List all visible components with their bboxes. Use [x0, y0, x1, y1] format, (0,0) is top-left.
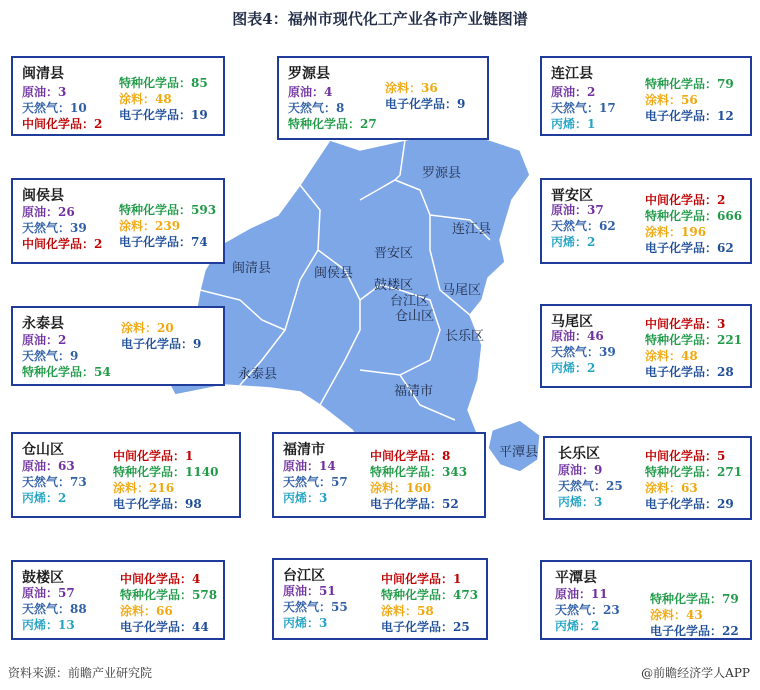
coating-stat: 涂料：66: [120, 604, 173, 618]
district-card-gulou: [11, 560, 225, 640]
mid-chem-stat: 中间化学品：1: [381, 572, 462, 586]
map-label-lianjiang: 连江县: [452, 222, 492, 237]
spec-chem-stat: 特种化学品：27: [288, 117, 377, 131]
district-name: 平潭县: [555, 570, 597, 586]
elec-chem-stat: 电子化学品：28: [645, 365, 734, 379]
map-label-pingtan: 平潭县: [499, 445, 539, 460]
coating-stat: 涂料：196: [645, 225, 707, 239]
mid-chem-stat: 中间化学品：8: [370, 449, 451, 463]
district-name: 晋安区: [551, 188, 593, 204]
map-label-fuqing: 福清市: [394, 384, 434, 399]
elec-chem-stat: 电子化学品：74: [119, 235, 208, 249]
gas-stat: 天然气：73: [22, 475, 87, 489]
gas-stat: 天然气：62: [551, 219, 616, 233]
district-name: 闽清县: [22, 66, 64, 82]
coating-stat: 涂料：43: [650, 608, 703, 622]
map-label-yongtai: 永泰县: [238, 367, 278, 382]
gas-stat: 天然气：8: [288, 101, 345, 115]
crude-stat: 原油：14: [283, 459, 336, 473]
gas-stat: 天然气：23: [555, 603, 620, 617]
gas-stat: 天然气：10: [22, 101, 87, 115]
page-title: 图表4：福州市现代化工产业各市产业链图谱: [232, 10, 528, 28]
gas-stat: 天然气：55: [283, 600, 348, 614]
spec-chem-stat: 特种化学品：271: [645, 465, 743, 479]
coating-stat: 涂料：63: [645, 481, 698, 495]
elec-chem-stat: 电子化学品：19: [119, 108, 208, 122]
district-name: 马尾区: [551, 314, 593, 330]
map-label-minqing: 闽清县: [232, 261, 272, 276]
propylene-stat: 丙烯：2: [555, 619, 600, 633]
gas-stat: 天然气：88: [22, 602, 87, 616]
district-card-mawei: [540, 304, 752, 388]
district-card-jinan: [540, 178, 752, 264]
propylene-stat: 丙烯：3: [283, 616, 328, 630]
spec-chem-stat: 特种化学品：593: [119, 203, 217, 217]
district-name: 闽侯县: [22, 188, 64, 204]
coating-stat: 涂料：160: [370, 481, 432, 495]
propylene-stat: 丙烯：13: [22, 618, 75, 632]
crude-stat: 原油：37: [551, 203, 604, 217]
propylene-stat: 丙烯：3: [283, 491, 328, 505]
district-name: 台江区: [283, 568, 325, 584]
coating-stat: 涂料：20: [121, 321, 174, 335]
crude-stat: 原油：26: [22, 205, 75, 219]
elec-chem-stat: 电子化学品：12: [645, 109, 734, 123]
district-card-lianjiang: [540, 56, 752, 136]
district-card-minqing: [11, 56, 225, 136]
district-name: 鼓楼区: [22, 570, 64, 586]
mid-chem-stat: 中间化学品：1: [113, 449, 194, 463]
map-label-cangshan: 仓山区: [395, 309, 435, 324]
elec-chem-stat: 电子化学品：52: [370, 497, 459, 511]
crude-stat: 原油：2: [551, 85, 596, 99]
district-name: 长乐区: [558, 446, 600, 462]
district-card-cangshan: [11, 432, 241, 518]
district-name: 永泰县: [22, 316, 64, 332]
crude-stat: 原油：63: [22, 459, 75, 473]
spec-chem-stat: 特种化学品：1140: [113, 465, 219, 479]
spec-chem-stat: 特种化学品：666: [645, 209, 743, 223]
coating-stat: 涂料：36: [385, 81, 438, 95]
district-card-fuqing: [272, 432, 486, 518]
district-card-taijiang: [272, 558, 488, 640]
propylene-stat: 丙烯：1: [551, 117, 596, 131]
district-name: 福清市: [283, 442, 325, 458]
spec-chem-stat: 特种化学品：79: [645, 77, 734, 91]
district-card-pingtan: [540, 560, 752, 640]
district-name: 仓山区: [22, 442, 64, 458]
gas-stat: 天然气：39: [22, 221, 87, 235]
map-label-gulou: 鼓楼区: [374, 278, 414, 293]
elec-chem-stat: 电子化学品：9: [121, 337, 202, 351]
map-label-changle: 长乐区: [445, 329, 485, 344]
district-card-changle: [543, 436, 752, 520]
district-card-luoyuan: [277, 56, 489, 140]
mid-chem-stat: 中间化学品：2: [22, 237, 103, 251]
district-card-minhou: [11, 178, 225, 264]
spec-chem-stat: 特种化学品：221: [645, 333, 743, 347]
mid-chem-stat: 中间化学品：5: [645, 449, 726, 463]
elec-chem-stat: 电子化学品：29: [645, 497, 734, 511]
map-label-luoyuan: 罗源县: [422, 166, 462, 181]
crude-stat: 原油：57: [22, 586, 75, 600]
elec-chem-stat: 电子化学品：22: [650, 624, 739, 638]
spec-chem-stat: 特种化学品：343: [370, 465, 468, 479]
district-card-yongtai: [11, 306, 225, 386]
source-note: 资料来源：前瞻产业研究院: [8, 666, 153, 680]
elec-chem-stat: 电子化学品：44: [120, 620, 209, 634]
map-label-taijiang: 台江区: [390, 294, 430, 309]
crude-stat: 原油：4: [288, 85, 333, 99]
brand-note: @前瞻经济学人APP: [641, 666, 750, 680]
mid-chem-stat: 中间化学品：3: [645, 317, 726, 331]
propylene-stat: 丙烯：2: [22, 491, 67, 505]
spec-chem-stat: 特种化学品：578: [120, 588, 218, 602]
elec-chem-stat: 电子化学品：62: [645, 241, 734, 255]
coating-stat: 涂料：48: [645, 349, 698, 363]
gas-stat: 天然气：9: [22, 349, 79, 363]
crude-stat: 原油：3: [22, 85, 67, 99]
crude-stat: 原油：46: [551, 329, 604, 343]
coating-stat: 涂料：216: [113, 481, 175, 495]
gas-stat: 天然气：57: [283, 475, 348, 489]
gas-stat: 天然气：25: [558, 479, 623, 493]
coating-stat: 涂料：239: [119, 219, 181, 233]
mid-chem-stat: 中间化学品：2: [22, 117, 103, 131]
spec-chem-stat: 特种化学品：85: [119, 76, 208, 90]
map-label-minhou: 闽侯县: [314, 266, 354, 281]
crude-stat: 原油：2: [22, 333, 67, 347]
elec-chem-stat: 电子化学品：25: [381, 620, 470, 634]
elec-chem-stat: 电子化学品：9: [385, 97, 466, 111]
spec-chem-stat: 特种化学品：473: [381, 588, 479, 602]
coating-stat: 涂料：56: [645, 93, 698, 107]
spec-chem-stat: 特种化学品：79: [650, 592, 739, 606]
mid-chem-stat: 中间化学品：4: [120, 572, 201, 586]
elec-chem-stat: 电子化学品：98: [113, 497, 202, 511]
spec-chem-stat: 特种化学品：54: [22, 365, 111, 379]
crude-stat: 原油：11: [555, 587, 608, 601]
gas-stat: 天然气：17: [551, 101, 616, 115]
map-label-jinan: 晋安区: [374, 246, 414, 261]
coating-stat: 涂料：48: [119, 92, 172, 106]
crude-stat: 原油：51: [283, 584, 336, 598]
propylene-stat: 丙烯：2: [551, 361, 596, 375]
crude-stat: 原油：9: [558, 463, 603, 477]
propylene-stat: 丙烯：2: [551, 235, 596, 249]
coating-stat: 涂料：58: [381, 604, 434, 618]
district-name: 连江县: [551, 66, 593, 82]
mid-chem-stat: 中间化学品：2: [645, 193, 726, 207]
gas-stat: 天然气：39: [551, 345, 616, 359]
map-label-mawei: 马尾区: [442, 283, 482, 298]
propylene-stat: 丙烯：3: [558, 495, 603, 509]
district-name: 罗源县: [288, 66, 330, 82]
